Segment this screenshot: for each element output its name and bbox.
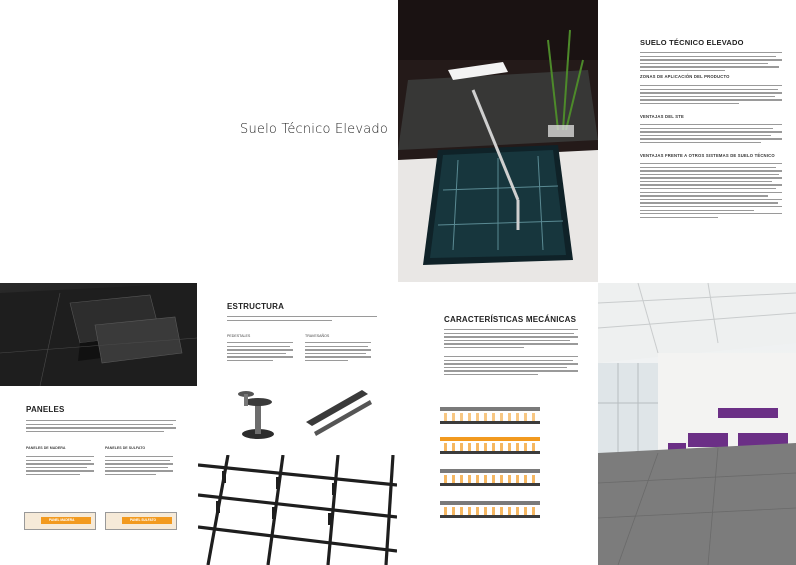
frente-paragraph (640, 163, 782, 220)
section-heading-ventajas: VENTAJAS DEL STE (640, 114, 684, 119)
panel-sulfato-diagram (105, 512, 177, 530)
section-heading-frente: VENTAJAS FRENTE A OTROS SISTEMAS DE SUELO TÉCNICO (640, 153, 775, 158)
load-diagram-3 (440, 469, 540, 491)
raised-panel-illustration (0, 283, 197, 386)
paneles-madera-text (26, 456, 94, 477)
travesano-illustration (300, 386, 372, 436)
estructura-title: ESTRUCTURA (227, 302, 285, 311)
panel-madera-label: PANEL MADERA (49, 518, 75, 522)
cover-page (0, 0, 397, 282)
paneles-sulfato-text (105, 456, 173, 477)
load-test-diagrams (440, 407, 540, 527)
travesanos-heading: TRAVESAÑOS (305, 334, 330, 338)
panel-madera-diagram (24, 512, 96, 530)
ventajas-paragraph (640, 124, 782, 145)
pedestales-heading: PEDESTALES (227, 334, 251, 338)
cover-title: Suelo Técnico Elevado (240, 122, 389, 137)
load-diagram-2 (440, 437, 540, 459)
office-interior-illustration (598, 283, 796, 565)
zonas-paragraph (640, 85, 782, 106)
load-diagram-1 (440, 407, 540, 429)
product-title: SUELO TÉCNICO ELEVADO (640, 38, 744, 47)
dark-panel-photo (0, 283, 197, 386)
load-diagram-4 (440, 501, 540, 523)
paneles-title: PANELES (26, 405, 65, 414)
paneles-intro (26, 420, 176, 434)
mecanicas-paragraph-2 (444, 356, 578, 377)
estructura-intro (227, 316, 377, 323)
intro-paragraph (640, 52, 782, 73)
glass-floor-photo (398, 0, 598, 282)
mecanicas-title: CARACTERÍSTICAS MECÁNICAS (444, 315, 577, 324)
panel-sulfato-label: PANEL SULFATO (130, 518, 156, 522)
pedestales-text (227, 342, 293, 363)
product-description-page (598, 0, 796, 282)
glass-floor-illustration (398, 0, 598, 282)
travesanos-text (305, 342, 371, 363)
paneles-madera-heading: PANELES DE MADERA (26, 446, 66, 450)
pedestal-illustration (228, 384, 288, 444)
office-interior-photo (598, 283, 796, 565)
section-heading-zonas: ZONAS DE APLICACIÓN DEL PRODUCTO (640, 74, 730, 79)
mecanicas-paragraph-1 (444, 329, 578, 350)
paneles-sulfato-heading: PANELES DE SULFATO (105, 446, 146, 450)
grid-structure-illustration (198, 455, 397, 565)
